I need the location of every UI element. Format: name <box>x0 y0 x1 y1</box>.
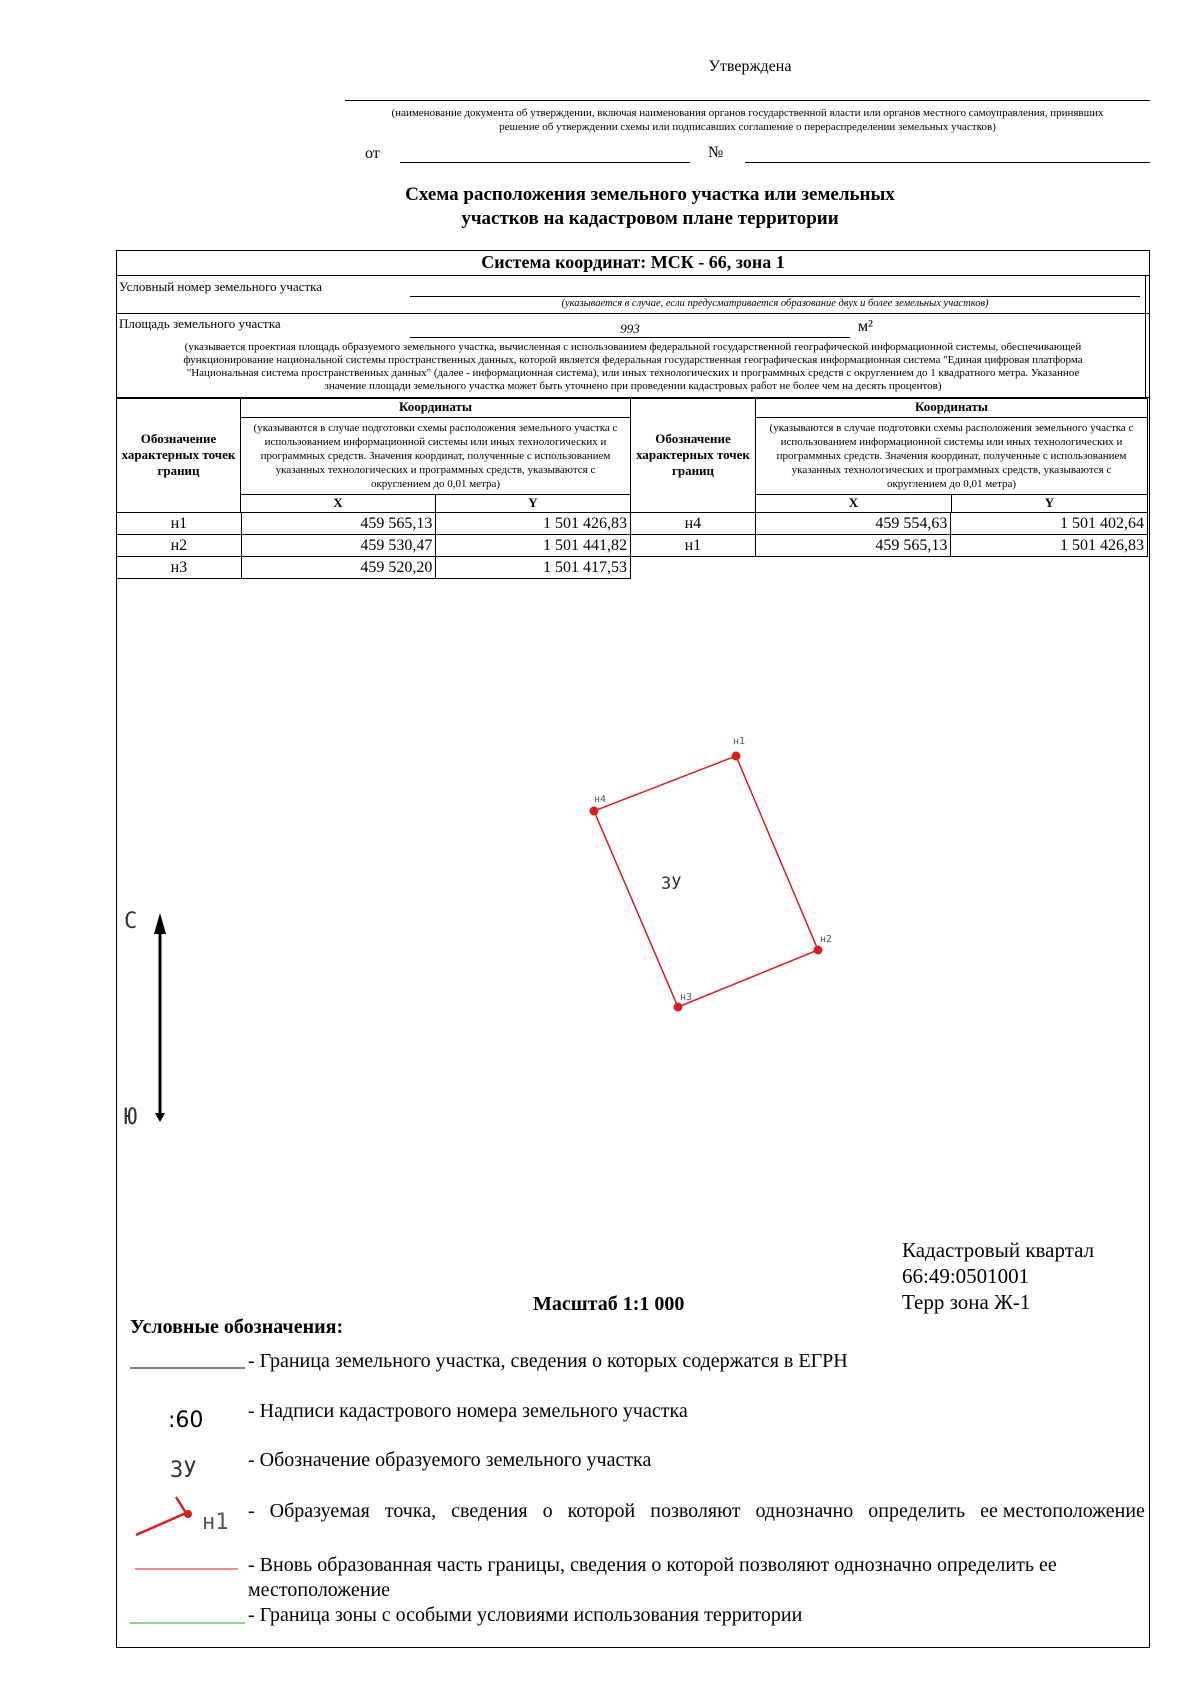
point-cell: н2 <box>117 535 242 557</box>
area-label: Площадь земельного участка <box>119 316 281 331</box>
legend-point-tick-icon <box>176 1497 186 1513</box>
legend-title: Условные обозначения: <box>130 1316 344 1338</box>
doc-note-line2: решение об утверждении схемы или подписавших соглашение о перераспределении земельных участков) <box>499 121 996 133</box>
legend-point-marker-icon <box>184 1510 192 1518</box>
left-coords-header-text: Координаты <box>398 399 473 414</box>
point-marker-n1 <box>732 752 741 761</box>
x-cell: 459 565,13 <box>241 513 436 535</box>
x-cell: 459 554,63 <box>755 513 951 535</box>
legend-text-cadastral-number: - Надписи кадастрового номера земельного участка <box>248 1400 688 1422</box>
legend-text-zone-boundary: - Граница зоны с особыми условиями использования территории <box>248 1604 803 1626</box>
right-y-header-text: Y <box>1044 495 1055 510</box>
point-label-n4: н4 <box>594 794 607 805</box>
left-coords-note-text: (указываются в случае подготовки схемы расположения земельного участка с использованием информационной системы или иных технологических и программных средств. Значения координат, полученные с использованием указанных технологических и программных средств, указываются с округлением до 0,01 метра) <box>253 422 618 490</box>
territorial-zone: Терр зона Ж-1 <box>902 1290 1031 1314</box>
right-x-header-text: X <box>848 495 859 510</box>
scale-label: Масштаб 1:1 000 <box>533 1293 685 1315</box>
page-title-line2: участков на кадастровом плане территории <box>461 208 839 229</box>
point-label-n1: н1 <box>733 736 746 747</box>
y-cell: 1 501 402,64 <box>951 513 1148 535</box>
parcel-label: ЗУ <box>661 874 682 894</box>
area-value: 993 <box>620 321 640 336</box>
parcel-number-note: (указывается в случае, если предусматривается образование двух и более земельных участков) <box>561 298 989 309</box>
page-title-line1: Схема расположения земельного участка или земельных <box>405 184 895 205</box>
point-cell: н4 <box>631 513 756 535</box>
north-arrow-icon <box>154 913 166 934</box>
area-unit: м² <box>858 318 873 335</box>
point-marker-n3 <box>674 1003 683 1012</box>
point-label-n2: н2 <box>820 934 833 945</box>
parcel-boundary <box>594 756 818 1007</box>
coord-system-title: Система координат: МСК - 66, зона 1 <box>481 252 785 272</box>
point-marker-n2 <box>814 946 823 955</box>
legend-text-point: - Образуемая точка, сведения о которой позволяют однозначно определить ее местоположение <box>248 1500 1145 1522</box>
legend-point-leader-icon <box>136 1513 186 1535</box>
south-label: Ю <box>124 1105 138 1130</box>
legend-text-egrn-boundary: - Граница земельного участка, сведения о которых содержатся в ЕГРН <box>248 1350 848 1372</box>
north-label: С <box>124 909 138 934</box>
legend-text-new-boundary: - Вновь образованная часть границы, сведения о которой позволяют однозначно определить ее местоположение <box>248 1554 1057 1601</box>
right-coords-header-text: Координаты <box>914 399 989 414</box>
x-cell: 459 520,20 <box>241 557 436 579</box>
point-cell: н1 <box>117 513 242 535</box>
y-cell: 1 501 441,82 <box>436 535 631 557</box>
legend-text-new-parcel: - Обозначение образуемого земельного участка <box>248 1449 652 1471</box>
area-note-3: "Национальная система пространственных данных" (далее - информационная система), или иных технологических и программных средств с округлением до 1 квадратного метра. Указанное <box>186 367 1080 379</box>
right-coords-note-text: (указываются в случае подготовки схемы расположения земельного участка с использованием информационной системы или иных технологических и программных средств. Значения координат, полученные с использованием указанных технологических и программных средств, указываются с округлением до 0,01 метра) <box>769 422 1134 490</box>
cadastral-quarter-value: 66:49:0501001 <box>902 1264 1030 1288</box>
from-label: от <box>365 145 380 162</box>
point-marker-n4 <box>590 807 599 816</box>
x-cell: 459 530,47 <box>241 535 436 557</box>
left-x-header-text: X <box>333 495 343 510</box>
legend-symbol-cadastral-number: :60 <box>168 1408 204 1433</box>
area-note-2: функционирование национальной системы пространственных данных, которой является федеральная государственная географическая информационная система "Единая цифровая платформа <box>183 354 1083 366</box>
y-cell: 1 501 426,83 <box>436 513 631 535</box>
x-cell: 459 565,13 <box>755 535 951 557</box>
point-cell: н1 <box>631 535 756 557</box>
number-label: № <box>708 144 724 161</box>
cadastral-quarter-label: Кадастровый квартал <box>902 1238 1095 1262</box>
south-arrow-icon <box>155 1113 165 1122</box>
area-note-1: (указывается проектная площадь образуемого земельного участка, вычисленная с использованием федеральной государственной географической информационной системы, обеспечивающей <box>184 341 1082 353</box>
area-note-4: значение площади земельного участка может быть уточнено при проведении кадастровых работ не более чем на десять процентов) <box>324 380 942 392</box>
legend-symbol-point: н1 <box>202 1510 229 1535</box>
approved-label: Утверждена <box>708 58 792 75</box>
left-y-header-text: Y <box>528 495 538 510</box>
y-cell: 1 501 417,53 <box>436 557 631 579</box>
left-points-header-text: Обозначение характерных точек границ <box>121 431 236 478</box>
right-points-header-text: Обозначение характерных точек границ <box>636 431 750 478</box>
point-cell: н3 <box>117 557 242 579</box>
point-label-n3: н3 <box>680 992 693 1003</box>
legend-symbol-new-parcel: ЗУ <box>170 1458 197 1483</box>
parcel-number-label: Условный номер земельного участка <box>119 279 323 294</box>
y-cell: 1 501 426,83 <box>951 535 1148 557</box>
doc-note-line1: (наименование документа об утверждении, включая наименования органов государственной власти или органов местного самоуправления, принявших <box>391 107 1104 119</box>
